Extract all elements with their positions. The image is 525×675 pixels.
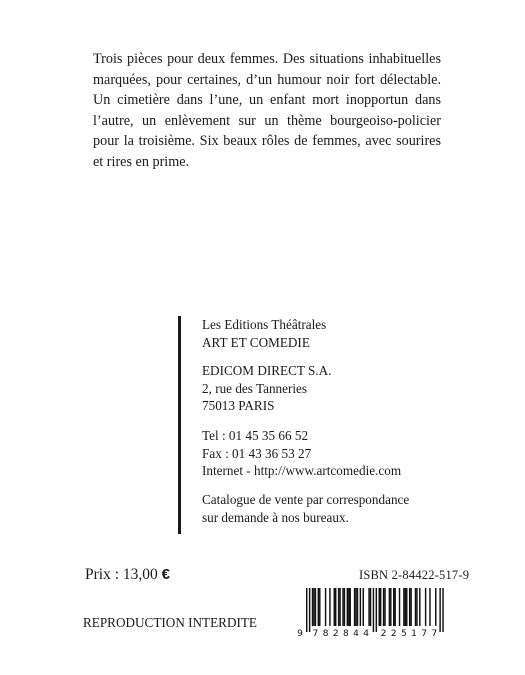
barcode-bar [335, 588, 336, 626]
barcode-bar [312, 588, 313, 626]
barcode-bar [306, 588, 307, 632]
euro-symbol: € [161, 566, 170, 583]
barcode-bar [344, 588, 345, 626]
barcode-digit: 1 [411, 629, 417, 638]
barcode-bar [415, 588, 416, 626]
barcode-bar [319, 588, 320, 626]
barcode-bar [393, 588, 394, 626]
barcode-digit: 9 [297, 629, 303, 638]
barcode-bar [406, 588, 407, 626]
barcode-digit: 2 [390, 629, 397, 638]
barcode-bar [405, 588, 406, 626]
barcode-digit: 7 [421, 629, 428, 638]
barcode-bar [416, 588, 417, 626]
barcode-digit: 5 [401, 629, 407, 638]
barcode-bar [339, 588, 340, 626]
barcode-bar [348, 588, 349, 626]
barcode-bar [435, 588, 436, 626]
price-label: Prix : 13,00 [85, 566, 158, 583]
catalogue-note [202, 491, 409, 526]
barcode-bar [329, 588, 330, 626]
barcode-digit: 7 [431, 629, 438, 638]
catalogue-line1: Catalogue de vente par correspondance [202, 492, 410, 507]
barcode-bar [399, 588, 400, 626]
barcode-bar [318, 588, 319, 626]
barcode-bar [360, 588, 361, 626]
publisher-info [178, 316, 431, 534]
catalogue-line2: sur demande à nos bureaux. [202, 509, 349, 525]
barcode-bar [354, 588, 355, 626]
distributor-name: EDICOM DIRECT S.A. [202, 363, 332, 378]
barcode-bar [389, 588, 390, 626]
barcode-bar [380, 588, 381, 626]
barcode-digit: 4 [353, 629, 359, 638]
publisher-name-line2: ART ET COMEDIE [202, 334, 310, 350]
barcode-digit: 2 [332, 629, 339, 638]
barcode-digit: 8 [322, 629, 329, 638]
barcode-digit: 4 [363, 629, 370, 638]
barcode-bar [355, 588, 356, 626]
barcode-bar [334, 588, 335, 626]
isbn-barcode [296, 586, 446, 638]
barcode-bar [368, 588, 369, 626]
website: Internet - http://www.artcomedie.com [202, 463, 402, 478]
barcode-bar [315, 588, 316, 626]
barcode-bar [409, 588, 410, 626]
barcode-bar [390, 588, 391, 626]
barcode-bar [363, 588, 364, 626]
price [85, 566, 170, 584]
barcode-bar [373, 588, 374, 632]
back-cover-blurb: Trois pièces pour deux femmes. Des situations inhabituelles marquées, pour certaines, d’un humour noir fort délectable. Un cimetière dans l’une, un enfant mort inopportun dans l’autre, un enlèvement sur un thème bourgeoiso-policier pour la troisième. Six beaux rôles de femmes, avec sourires et rires en prime. [93, 51, 441, 170]
barcode-bar [309, 588, 310, 632]
address-street: 2, rue des Tanneries [202, 380, 308, 396]
barcode-digit: 8 [343, 629, 349, 638]
barcode-digit: 7 [312, 629, 319, 638]
telephone: Tel : 01 45 35 66 52 [202, 428, 309, 443]
barcode-bar [376, 588, 377, 632]
barcode-bar [350, 588, 351, 626]
barcode-bar [384, 588, 385, 626]
barcode-bar [342, 588, 343, 626]
barcode-graphic [296, 586, 446, 638]
isbn: ISBN 2-84422-517-9 [359, 568, 470, 582]
barcode-bar [410, 588, 411, 626]
barcode-bar [379, 588, 380, 626]
publisher-name [202, 316, 326, 351]
barcode-bar [370, 588, 371, 626]
barcode-bar [325, 588, 326, 626]
reproduction-notice: REPRODUCTION INTERDITE [83, 615, 257, 630]
contact-info [202, 427, 401, 480]
barcode-digit: 2 [380, 629, 387, 638]
barcode-bar [429, 588, 430, 626]
barcode-bar [442, 588, 443, 632]
barcode-bar [347, 588, 348, 626]
fax: Fax : 01 43 36 53 27 [202, 445, 312, 461]
barcode-bar [425, 588, 426, 626]
barcode-bar [439, 588, 440, 632]
barcode-bar [383, 588, 384, 626]
distributor-address [202, 362, 331, 415]
barcode-bar [313, 588, 314, 626]
barcode-bar [338, 588, 339, 626]
publisher-name-line1: Les Editions Théâtrales [202, 317, 327, 332]
barcode-bar [357, 588, 358, 626]
barcode-bar [394, 588, 395, 626]
address-city: 75013 PARIS [202, 398, 275, 413]
barcode-bar [419, 588, 420, 626]
barcode-bar [403, 588, 404, 626]
